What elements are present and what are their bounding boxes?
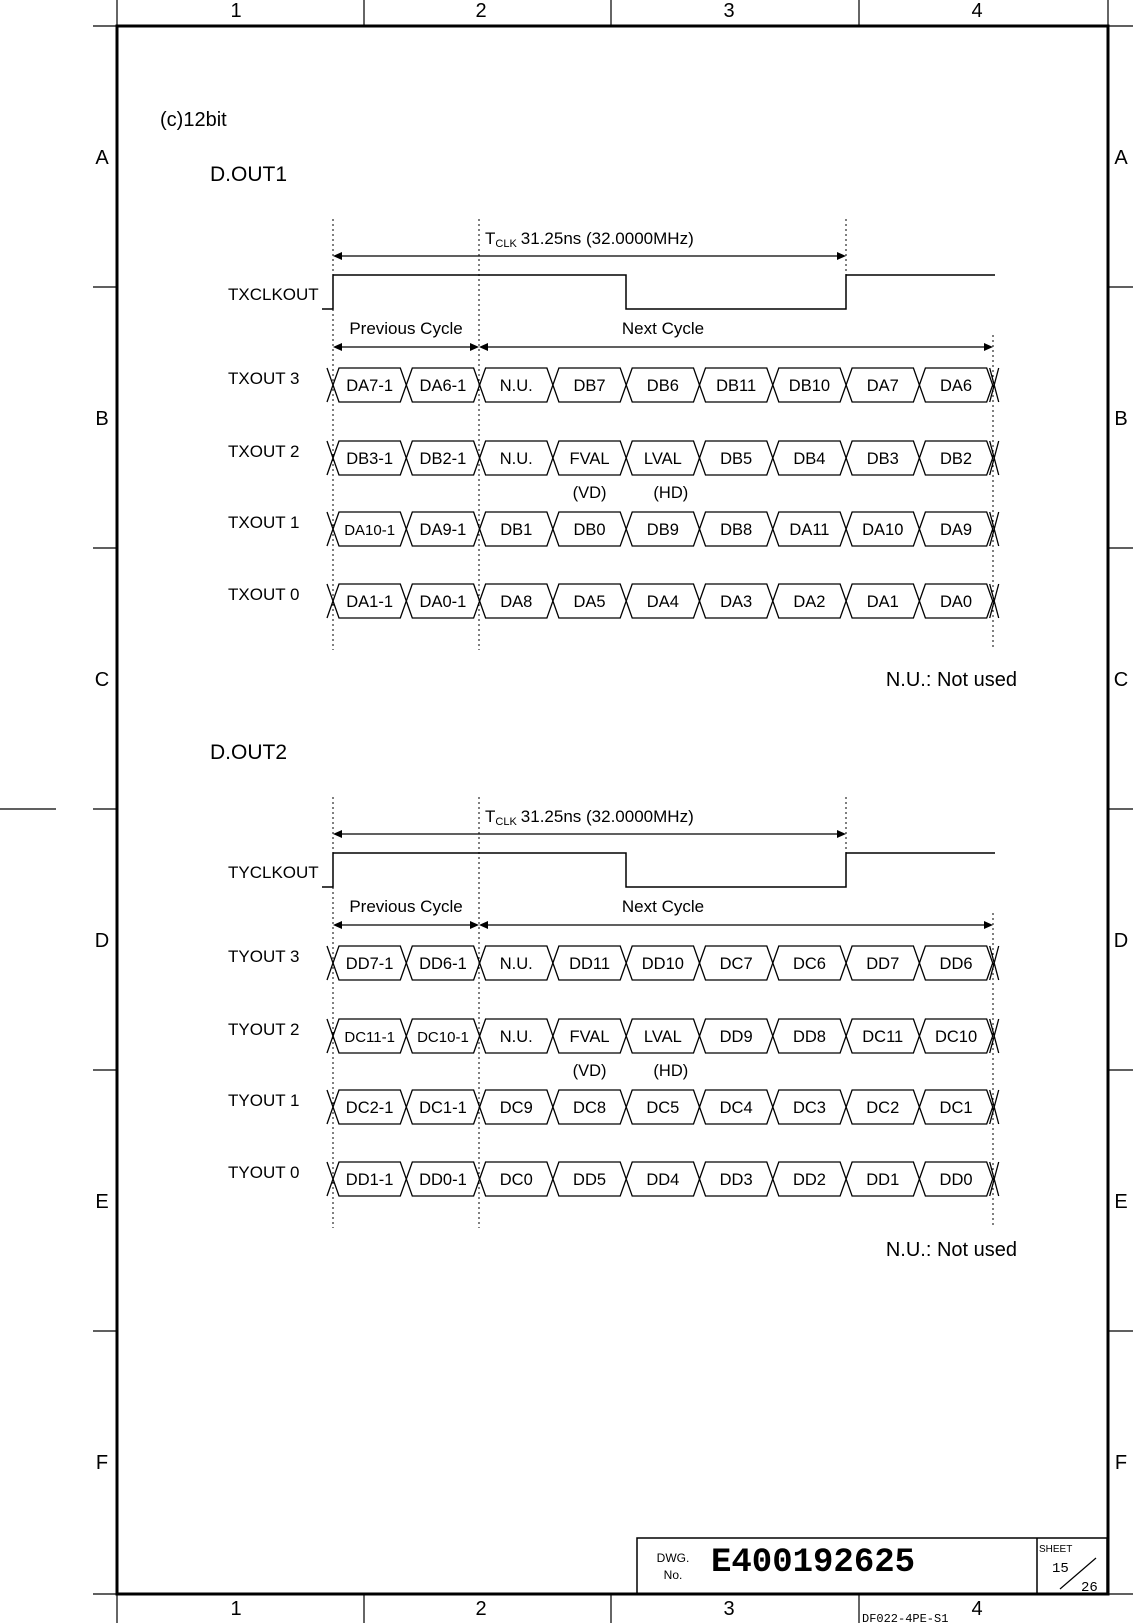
- data-cell-label: DD2: [792, 1171, 826, 1189]
- arrow-head-left: [333, 252, 342, 260]
- data-cell-label: DA10: [862, 521, 904, 539]
- data-cell-label: DC1: [939, 1099, 973, 1117]
- column-label-top: 2: [475, 0, 487, 22]
- data-cell-note: (HD): [653, 484, 689, 502]
- data-cell-label: FVAL: [569, 450, 610, 468]
- dwg-no-label: No.: [663, 1568, 683, 1582]
- lane-end-crossing: [990, 368, 999, 402]
- data-cell-label: DC11-1: [344, 1029, 395, 1046]
- data-cell-label: DC4: [719, 1099, 753, 1117]
- data-cell-label: DC1-1: [419, 1099, 467, 1117]
- data-cell-note: (HD): [653, 1062, 689, 1080]
- data-cell-label: DC3: [792, 1099, 826, 1117]
- lane-end-crossing: [990, 441, 999, 475]
- lane-name: TXOUT 3: [228, 369, 300, 388]
- lane-name: TXOUT 0: [228, 585, 300, 604]
- data-cell-label: DB10: [788, 377, 831, 395]
- next-cycle-label: Next Cycle: [621, 319, 705, 338]
- clock-signal-name: TXCLKOUT: [228, 285, 319, 304]
- data-cell-label: DA9-1: [419, 521, 467, 539]
- data-cell-label: DD10: [641, 955, 684, 973]
- column-label-bottom: 2: [475, 1598, 487, 1620]
- data-cell-label: DB2: [939, 450, 973, 468]
- drawing-number: E400192625: [711, 1544, 916, 1582]
- column-label-top: 4: [971, 0, 983, 22]
- data-cell-label: DD5: [573, 1171, 607, 1189]
- arrow-head-left: [479, 921, 488, 929]
- data-cell-label: DD0-1: [419, 1171, 467, 1189]
- row-label-right: F: [1114, 1452, 1128, 1474]
- data-cell-label: DB6: [646, 377, 679, 395]
- data-cell-label: DC11: [862, 1028, 904, 1046]
- arrow-head-right: [984, 343, 993, 351]
- row-label-right: B: [1114, 408, 1128, 430]
- timing-diagram-dout1: [210, 163, 1017, 691]
- row-label-left: C: [94, 669, 110, 691]
- data-cell-label: DD7: [866, 955, 900, 973]
- column-label-bottom: 4: [971, 1598, 983, 1620]
- lane-start-crossing: [327, 512, 333, 546]
- lane-name: TYOUT 3: [228, 947, 300, 966]
- period-value: 31.25ns (32.0000MHz): [520, 807, 694, 826]
- data-cell-label: DD3: [719, 1171, 753, 1189]
- section-title: (c)12bit: [160, 109, 227, 131]
- data-cell-label: DA4: [646, 593, 679, 611]
- lane-start-crossing: [327, 368, 333, 402]
- data-cell-label: DC9: [499, 1099, 533, 1117]
- lane-end-crossing: [990, 946, 999, 980]
- diagram-title: D.OUT2: [210, 741, 288, 764]
- data-cell-label: DA0: [939, 593, 973, 611]
- lane-name: TYOUT 1: [228, 1091, 300, 1110]
- previous-cycle-label: Previous Cycle: [349, 897, 463, 916]
- arrow-head-right: [470, 343, 479, 351]
- lane-name: TYOUT 0: [228, 1163, 300, 1182]
- column-label-bottom: 1: [230, 1598, 242, 1620]
- data-cell-label: DD0: [939, 1171, 973, 1189]
- next-cycle-label: Next Cycle: [621, 897, 705, 916]
- data-cell-label: DA2: [793, 593, 826, 611]
- row-label-left: D: [94, 930, 110, 952]
- lane-start-crossing: [327, 946, 333, 980]
- lane-end-crossing: [990, 512, 999, 546]
- data-cell-label: DC8: [573, 1099, 607, 1117]
- data-cell-label: DD6-1: [419, 955, 467, 973]
- lane-name: TXOUT 1: [228, 513, 300, 532]
- arrow-head-right: [837, 252, 846, 260]
- data-cell-label: DB3: [866, 450, 899, 468]
- data-cell-label: DC0: [499, 1171, 533, 1189]
- data-cell-note: (VD): [572, 484, 607, 502]
- timing-diagram-dout2: [210, 741, 1017, 1261]
- data-cell-label: DC5: [646, 1099, 680, 1117]
- data-cell-label: DC7: [719, 955, 753, 973]
- lane-start-crossing: [327, 1090, 333, 1124]
- data-cell-label: DB7: [573, 377, 606, 395]
- arrow-head-left: [333, 830, 342, 838]
- data-cell-label: N.U.: [499, 377, 533, 395]
- data-cell-label: DB0: [573, 521, 606, 539]
- data-cell-label: N.U.: [499, 1028, 533, 1046]
- row-label-left: E: [95, 1191, 109, 1213]
- data-cell-label: DB8: [720, 521, 753, 539]
- data-cell-label: DC2-1: [345, 1099, 394, 1117]
- data-cell-label: DA7: [866, 377, 899, 395]
- data-cell-label: N.U.: [499, 450, 533, 468]
- data-cell-label: DB11: [716, 377, 757, 395]
- row-label-left: B: [95, 408, 109, 430]
- lane-name: TYOUT 2: [228, 1020, 300, 1039]
- lane-end-crossing: [990, 1162, 999, 1196]
- clock-signal-name: TYCLKOUT: [228, 863, 319, 882]
- data-cell-label: DD11: [569, 955, 611, 973]
- data-cell-label: DC10: [934, 1028, 978, 1046]
- clock-waveform: [322, 275, 995, 309]
- data-cell-label: DA8: [500, 593, 533, 611]
- data-cell-label: DC6: [792, 955, 826, 973]
- data-cell-label: DD7-1: [345, 955, 394, 973]
- data-cell-label: DB5: [720, 450, 753, 468]
- arrow-head-left: [333, 921, 342, 929]
- data-cell-label: DD1: [866, 1171, 900, 1189]
- data-cell-label: DC2: [866, 1099, 900, 1117]
- row-label-right: D: [1113, 930, 1129, 952]
- data-cell-label: DD8: [792, 1028, 826, 1046]
- data-cell-label: DA0-1: [419, 593, 467, 611]
- lane-end-crossing: [990, 584, 999, 618]
- period-subscript: CLK: [495, 238, 517, 250]
- form-code: DF022-4PE-S1: [862, 1612, 949, 1623]
- arrow-head-right: [470, 921, 479, 929]
- period-symbol: T: [485, 229, 496, 248]
- lane-start-crossing: [327, 1019, 333, 1053]
- data-cell-label: DA1: [866, 593, 899, 611]
- data-cell-label: DD9: [719, 1028, 753, 1046]
- data-cell-label: DA7-1: [346, 377, 394, 395]
- data-cell-label: DB9: [646, 521, 679, 539]
- data-cell-label: DD4: [646, 1171, 680, 1189]
- data-cell-label: DA5: [573, 593, 606, 611]
- data-cell-label: DB4: [793, 450, 826, 468]
- sheet-number: 15: [1052, 1561, 1069, 1577]
- not-used-note: N.U.: Not used: [885, 1239, 1017, 1261]
- previous-cycle-label: Previous Cycle: [349, 319, 463, 338]
- diagram-title: D.OUT1: [210, 163, 288, 186]
- data-cell-label: DA3: [720, 593, 753, 611]
- data-cell-label: DA6-1: [419, 377, 467, 395]
- data-cell-label: LVAL: [643, 1028, 682, 1046]
- data-cell-note: (VD): [572, 1062, 607, 1080]
- row-label-right: C: [1113, 669, 1129, 691]
- period-symbol: T: [485, 807, 496, 826]
- row-label-right: A: [1114, 147, 1128, 169]
- arrow-head-right: [984, 921, 993, 929]
- sheet-total: 26: [1081, 1580, 1098, 1596]
- data-cell-label: N.U.: [499, 955, 533, 973]
- data-cell-label: DD6: [939, 955, 973, 973]
- data-cell-label: DC10-1: [417, 1029, 469, 1046]
- sheet-label: SHEET: [1039, 1544, 1073, 1555]
- data-cell-label: LVAL: [643, 450, 682, 468]
- arrow-head-right: [837, 830, 846, 838]
- data-cell-label: DD1-1: [345, 1171, 394, 1189]
- arrow-head-left: [333, 343, 342, 351]
- period-label: [485, 807, 694, 828]
- lane-start-crossing: [327, 584, 333, 618]
- column-label-top: 1: [230, 0, 242, 22]
- data-cell-label: DA1-1: [346, 593, 394, 611]
- row-label-left: A: [95, 147, 109, 169]
- title-block: [637, 1538, 1107, 1596]
- data-cell-label: DA9: [939, 521, 973, 539]
- data-cell-label: DB3-1: [346, 450, 394, 468]
- row-label-left: F: [95, 1452, 109, 1474]
- not-used-note: N.U.: Not used: [885, 669, 1017, 691]
- data-cell-label: DA10-1: [344, 522, 396, 539]
- column-label-top: 3: [723, 0, 735, 22]
- lane-start-crossing: [327, 1162, 333, 1196]
- arrow-head-left: [479, 343, 488, 351]
- row-label-right: E: [1114, 1191, 1128, 1213]
- data-cell-label: DB2-1: [419, 450, 467, 468]
- lane-name: TXOUT 2: [228, 442, 300, 461]
- column-label-bottom: 3: [723, 1598, 735, 1620]
- data-cell-label: DB1: [500, 521, 533, 539]
- period-value: 31.25ns (32.0000MHz): [520, 229, 694, 248]
- lane-end-crossing: [990, 1019, 999, 1053]
- data-cell-label: DA6: [939, 377, 973, 395]
- dwg-label: DWG.: [656, 1551, 690, 1565]
- lane-end-crossing: [990, 1090, 999, 1124]
- period-subscript: CLK: [495, 816, 517, 828]
- clock-waveform: [322, 853, 995, 887]
- data-cell-label: FVAL: [569, 1028, 610, 1046]
- lane-start-crossing: [327, 441, 333, 475]
- data-cell-label: DA11: [789, 521, 830, 539]
- period-label: [485, 229, 694, 250]
